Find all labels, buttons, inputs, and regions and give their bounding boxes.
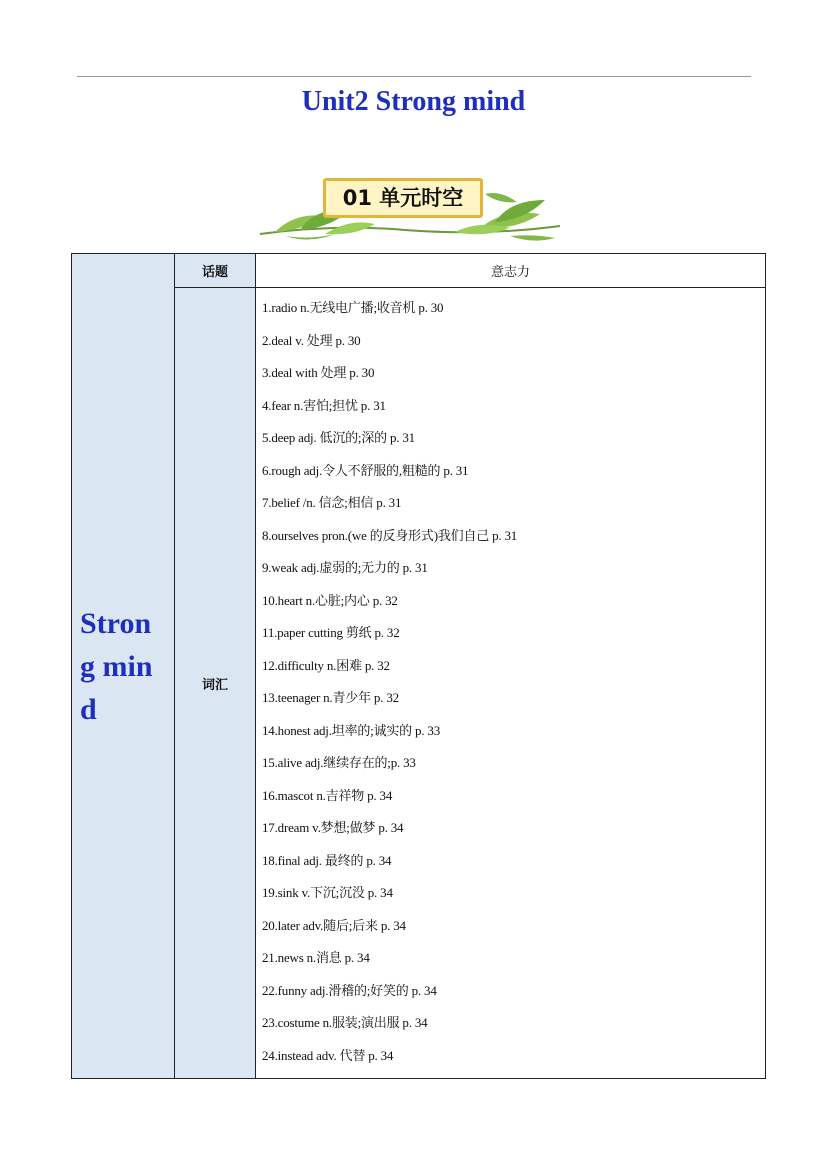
- list-item: 14.honest adj.坦率的;诚实的 p. 33: [262, 722, 441, 738]
- list-item: 19.sink v.下沉;沉没 p. 34: [262, 885, 393, 900]
- list-item: 6.rough adj.令人不舒服的,粗糙的 p. 31: [262, 462, 469, 478]
- list-item: 16.mascot n.吉祥物 p. 34: [262, 787, 393, 803]
- section-banner: [255, 172, 565, 244]
- topic-value: 意志力: [256, 254, 766, 288]
- header-rule: [77, 76, 751, 77]
- list-item: 18.final adj. 最终的 p. 34: [262, 852, 392, 868]
- vocab-label: 词汇: [175, 288, 256, 1079]
- section-badge: 01 单元时空: [323, 178, 483, 218]
- list-item: 8.ourselves pron.(we 的反身形式)我们自己 p. 31: [262, 527, 518, 543]
- list-item: 13.teenager n.青少年 p. 32: [262, 690, 399, 705]
- list-item: 12.difficulty n.困难 p. 32: [262, 657, 390, 673]
- list-item: 7.belief /n. 信念;相信 p. 31: [262, 495, 402, 510]
- list-item: 10.heart n.心脏;内心 p. 32: [262, 592, 398, 608]
- page-title: Unit2 Strong mind: [301, 86, 526, 117]
- list-item: 2.deal v. 处理 p. 30: [262, 332, 361, 348]
- vocab-cell: [256, 288, 766, 1079]
- list-item: 22.funny adj.滑稽的;好笑的 p. 34: [262, 982, 437, 998]
- unit-table: [71, 253, 766, 1079]
- list-item: 3.deal with 处理 p. 30: [262, 365, 375, 380]
- list-item: 20.later adv.随后;后来 p. 34: [262, 917, 406, 933]
- topic-side-cell: [72, 254, 175, 1079]
- list-item: 1.radio n.无线电广播;收音机 p. 30: [262, 300, 444, 315]
- list-item: 4.fear n.害怕;担忧 p. 31: [262, 397, 386, 413]
- list-item: 11.paper cutting 剪纸 p. 32: [262, 625, 400, 640]
- list-item: 21.news n.消息 p. 34: [262, 950, 370, 965]
- list-item: 15.alive adj.继续存在的;p. 33: [262, 755, 416, 770]
- topic-row: [72, 254, 766, 288]
- list-item: 17.dream v.梦想;做梦 p. 34: [262, 820, 404, 835]
- list-item: 23.costume n.服装;演出服 p. 34: [262, 1015, 428, 1030]
- vocab-list: [256, 288, 765, 1078]
- list-item: 9.weak adj.虚弱的;无力的 p. 31: [262, 560, 428, 575]
- topic-big-label: Strong mind: [80, 606, 153, 726]
- vocab-row: [72, 288, 766, 1079]
- topic-label: 话题: [175, 254, 256, 288]
- list-item: 24.instead adv. 代替 p. 34: [262, 1047, 394, 1063]
- list-item: 5.deep adj. 低沉的;深的 p. 31: [262, 430, 415, 445]
